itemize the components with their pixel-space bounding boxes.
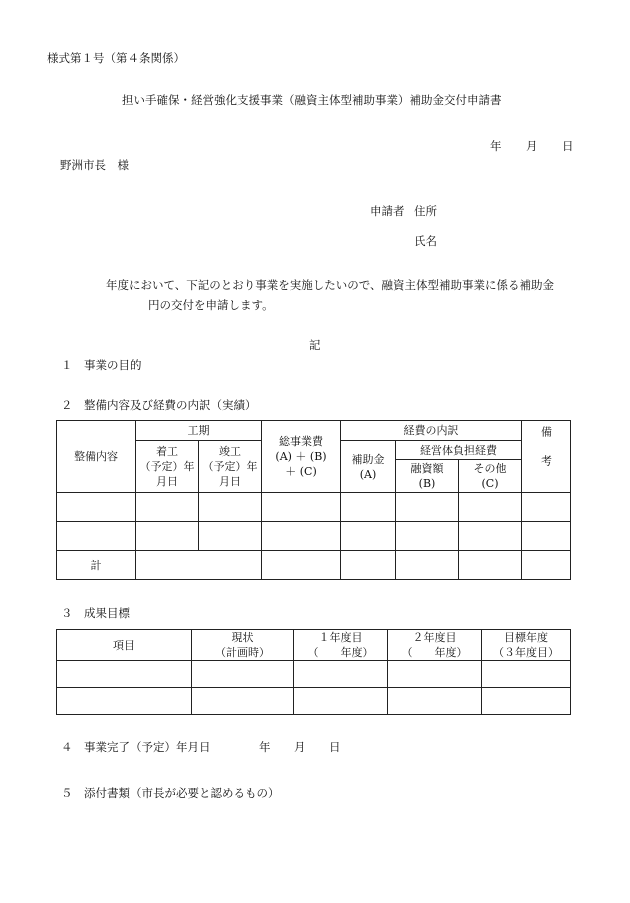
header-start: 着工 （予定）年 月日 bbox=[136, 441, 199, 493]
table-row bbox=[57, 493, 571, 522]
section-2-heading: ２ 整備内容及び経費の内訳（実績） bbox=[61, 398, 257, 412]
outcome-table bbox=[56, 629, 571, 715]
header-current: 現状 （計画時） bbox=[192, 630, 294, 661]
section-4-heading: ４ 事業完了（予定）年月日 bbox=[61, 740, 211, 754]
header-item: 項目 bbox=[57, 630, 192, 661]
expense-table bbox=[56, 420, 571, 580]
applicant-address-label: 住所 bbox=[414, 204, 437, 218]
header-breakdown: 経費の内訳 bbox=[341, 421, 522, 441]
body-line-1: 年度において、下記のとおり事業を実施したいので、融資主体型補助事業に係る補助金 bbox=[106, 278, 555, 292]
header-other: その他 (C) bbox=[459, 460, 522, 493]
date-year: 年 bbox=[490, 139, 502, 153]
section-3-heading: ３ 成果目標 bbox=[61, 606, 130, 620]
section-4-month: 月 bbox=[294, 740, 306, 754]
section-4-day: 日 bbox=[329, 740, 341, 754]
table-row bbox=[57, 688, 571, 715]
header-year1: １年度目 （ 年度） bbox=[294, 630, 388, 661]
section-4-year: 年 bbox=[259, 740, 271, 754]
form-number: 様式第１号（第４条関係） bbox=[47, 51, 185, 65]
section-5-heading: ５ 添付書類（市長が必要と認めるもの） bbox=[61, 786, 280, 800]
page-title: 担い手確保・経営強化支援事業（融資主体型補助事業）補助金交付申請書 bbox=[122, 93, 502, 107]
total-row-label: 計 bbox=[57, 551, 136, 580]
section-1-heading: １ 事業の目的 bbox=[61, 358, 142, 372]
header-remarks: 備考 bbox=[522, 421, 571, 493]
date-day: 日 bbox=[562, 139, 574, 153]
body-line-2: 円の交付を申請します。 bbox=[148, 298, 274, 312]
addressee: 野洲市長 様 bbox=[60, 158, 129, 172]
total-row bbox=[57, 551, 571, 580]
applicant-name-label: 氏名 bbox=[414, 234, 437, 248]
header-target: 目標年度 （３年度目） bbox=[482, 630, 571, 661]
table-row bbox=[57, 522, 571, 551]
ki-heading: 記 bbox=[309, 338, 321, 352]
applicant-label: 申請者 bbox=[370, 204, 405, 218]
header-subsidy: 補助金 (A) bbox=[341, 441, 396, 493]
header-content: 整備内容 bbox=[57, 421, 136, 493]
header-burden: 経営体負担経費 bbox=[396, 441, 522, 460]
header-end: 竣工 （予定）年 月日 bbox=[199, 441, 262, 493]
date-month: 月 bbox=[526, 139, 538, 153]
table-row bbox=[57, 661, 571, 688]
header-period: 工期 bbox=[136, 421, 262, 441]
header-loan: 融資額 (B) bbox=[396, 460, 459, 493]
header-year2: ２年度目 （ 年度） bbox=[388, 630, 482, 661]
header-total-cost: 総事業費 (A) ＋ (B) ＋ (C) bbox=[262, 421, 341, 493]
